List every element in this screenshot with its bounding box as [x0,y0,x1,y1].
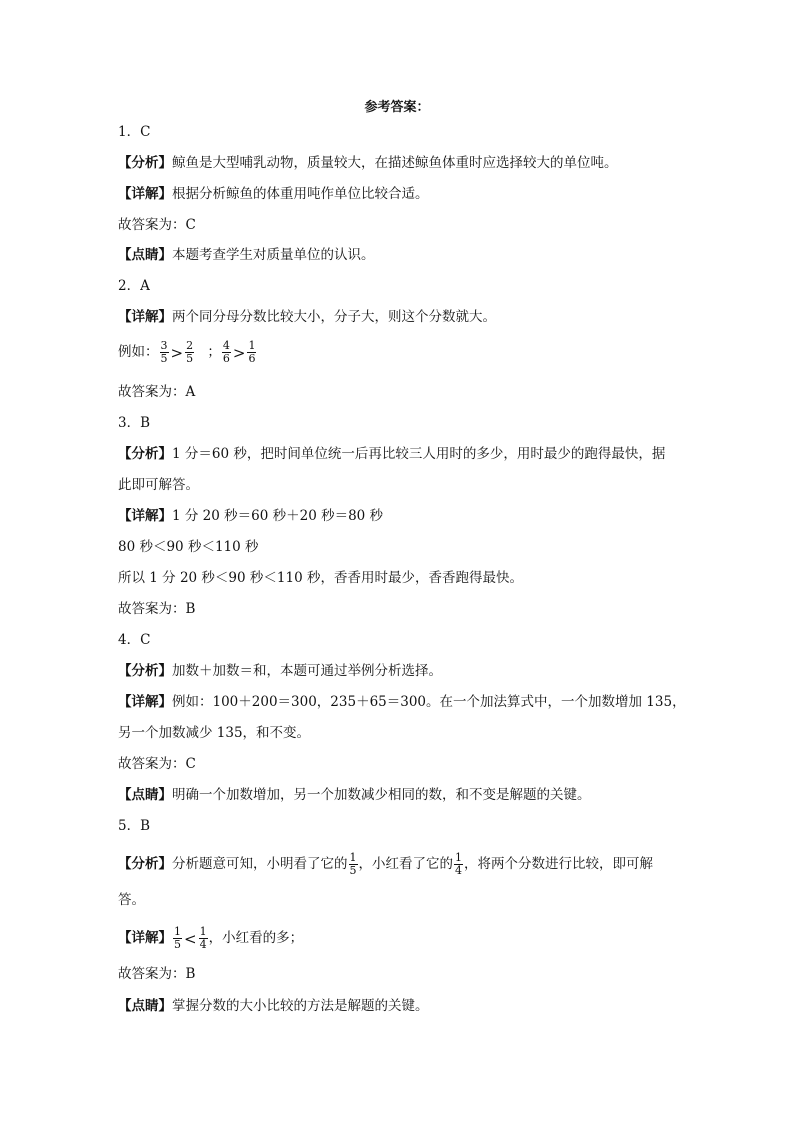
q2-separator: ； [207,344,221,360]
q3-detail-line3: 所以 1 分 20 秒＜90 秒＜110 秒，香香用时最少，香香跑得最快。 [118,570,523,586]
fraction [199,926,208,951]
q5-highlight-text: 掌握分数的大小比较的方法是解题的关键。 [172,998,429,1014]
q3-detail [118,506,383,526]
q4-detail-text: 例如：100＋200＝300，235＋65＝300。在一个加法算式中，一个加数增加 135， [172,694,686,710]
fraction-numerator: 1 [199,925,207,938]
fraction [349,852,358,877]
q4-highlight [118,785,591,805]
fraction [160,340,169,365]
q5-highlight [118,996,429,1016]
q2-example [118,340,257,365]
q3-answer: 故答案为：B [118,601,196,617]
q5-analysis-text-c: ，将两个分数进行比较，即可解 [464,856,653,872]
q3-detail-text: 1 分 20 秒＝60 秒＋20 秒＝80 秒 [172,508,384,524]
q3-analysis [118,444,665,464]
q1-detail-text: 根据分析鲸鱼的体重用吨作单位比较合适。 [172,186,429,202]
detail-tag: 【详解】 [118,309,172,325]
q2-example-label: 例如： [118,344,159,360]
fraction-denominator: 5 [349,864,357,877]
q2-answer: 故答案为：A [118,384,196,400]
fraction-denominator: 6 [248,352,256,365]
q4-highlight-text: 明确一个加数增加，另一个加数减少相同的数，和不变是解题的关键。 [172,787,591,803]
q2-detail-text: 两个同分母分数比较大小，分子大，则这个分数就大。 [172,309,496,325]
analysis-tag: 【分析】 [118,446,172,462]
q1-analysis-text: 鲸鱼是大型哺乳动物，质量较大，在描述鲸鱼体重时应选择较大的单位吨。 [172,155,618,171]
analysis-tag: 【分析】 [118,856,172,872]
detail-tag: 【详解】 [118,930,172,946]
q5-analysis-text-a: 分析题意可知，小明看了它的 [172,856,348,872]
analysis-tag: 【分析】 [118,663,172,679]
highlight-tag: 【点睛】 [118,247,172,263]
fraction [222,340,231,365]
fraction-denominator: 5 [174,938,181,951]
fraction-numerator: 1 [248,339,256,352]
q5-answer: 故答案为：B [118,966,196,982]
fraction [185,340,194,365]
fraction-numerator: 3 [160,339,168,352]
fraction-denominator: 6 [222,352,230,365]
q5-analysis-text-b: ，小红看了它的 [358,856,453,872]
greater-than-sign: > [170,343,184,362]
q2-detail [118,307,496,327]
q3-detail-line2: 80 秒＜90 秒＜110 秒 [118,539,259,555]
page-title: 参考答案： [364,100,430,115]
q4-detail [118,692,686,712]
q1-detail [118,184,429,204]
fraction [173,926,182,951]
fraction-denominator: 5 [186,352,194,365]
q5-number: 5．B [118,818,151,834]
detail-tag: 【详解】 [118,694,172,710]
less-than-sign: < [184,929,197,948]
fraction-denominator: 5 [160,352,168,365]
detail-tag: 【详解】 [118,508,172,524]
q5-detail-text: ，小红看的多； [208,930,304,946]
q1-highlight-text: 本题考查学生对质量单位的认识。 [172,247,375,263]
q1-analysis [118,153,618,173]
fraction-numerator: 1 [455,851,462,864]
q4-number: 4．C [118,632,151,648]
q5-detail [118,926,303,951]
q4-analysis-text: 加数＋加数＝和，本题可通过举例分析选择。 [172,663,442,679]
q3-analysis-text: 1 分＝60 秒，把时间单位统一后再比较三人用时的多少，用时最少的跑得最快，据 [172,446,666,462]
analysis-tag: 【分析】 [118,155,172,171]
q1-highlight [118,245,375,265]
q5-analysis [118,852,653,877]
q4-detail-cont: 另一个加数减少 135，和不变。 [118,725,311,741]
q4-analysis [118,661,442,681]
highlight-tag: 【点睛】 [118,787,172,803]
q1-number: 1．C [118,124,151,140]
q3-analysis-cont: 此即可解答。 [118,477,199,493]
fraction [454,852,463,877]
highlight-tag: 【点睛】 [118,998,172,1014]
q5-analysis-cont: 答。 [118,892,145,908]
fraction-denominator: 4 [199,938,207,951]
fraction-numerator: 1 [174,925,181,938]
detail-tag: 【详解】 [118,186,172,202]
fraction-denominator: 4 [455,864,462,877]
greater-than-sign: > [232,343,246,362]
fraction-numerator: 4 [222,339,230,352]
fraction-numerator: 1 [349,851,357,864]
q2-number: 2．A [118,278,150,294]
fraction-numerator: 2 [186,339,194,352]
q1-answer: 故答案为：C [118,217,196,233]
q3-number: 3．B [118,415,151,431]
q4-answer: 故答案为：C [118,756,196,772]
fraction [247,340,256,365]
